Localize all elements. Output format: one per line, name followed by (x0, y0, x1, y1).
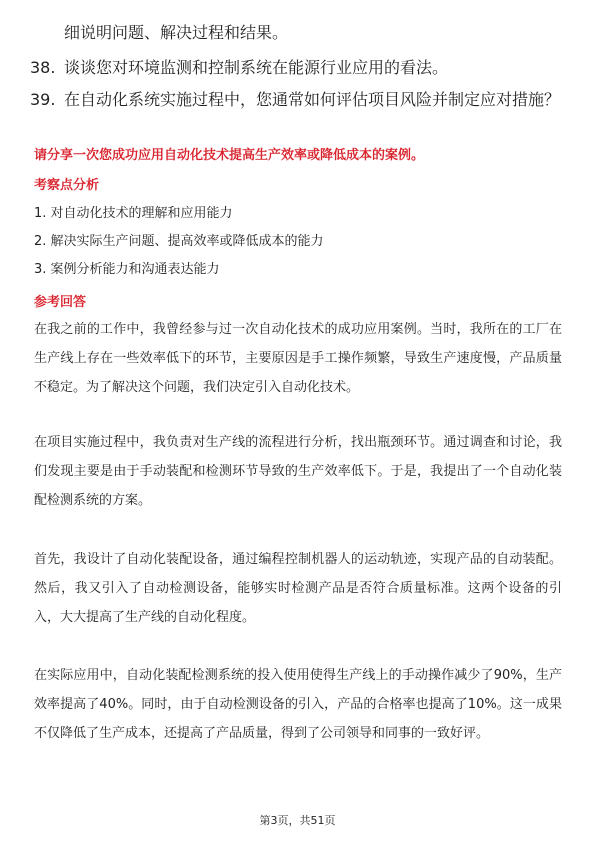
analysis-item: 1. 对自动化技术的理解和应用能力 (34, 206, 233, 221)
continuation-text: 细说明问题、解决过程和结果。 (64, 23, 289, 42)
question-38 (30, 55, 570, 81)
focus-question-heading: 请分享一次您成功应用自动化技术提高生产效率或降低成本的案例。 (34, 148, 425, 163)
answer-paragraph: 在我之前的工作中，我曾经参与过一次自动化技术的成功应用案例。当时，我所在的工厂在生产线上存在一些效率低下的环节，主要原因是手工操作频繁，导致生产速度慢，产品质量不稳定。为了解决这个问题，我们决定引入自动化技术。 (34, 322, 562, 395)
question-39 (30, 87, 570, 113)
question-number: 39. (30, 90, 56, 109)
answer-paragraph: 在实际应用中，自动化装配检测系统的投入使用使得生产线上的手动操作减少了90%，生产效率提高了40%。同时，由于自动检测设备的引入，产品的合格率也提高了10%。这一成果不仅降低了生产成本，还提高了产品质量，得到了公司领导和同事的一致好评。 (34, 668, 562, 741)
page-footer: 第3页，共51页 (259, 814, 336, 827)
answer-paragraph: 在项目实施过程中，我负责对生产线的流程进行分析，找出瓶颈环节。通过调查和讨论，我们发现主要是由于手动装配和检测环节导致的生产效率低下。于是，我提出了一个自动化装配检测系统的方案。 (34, 435, 562, 508)
question-number: 38. (30, 58, 56, 77)
analysis-heading: 考察点分析 (34, 178, 100, 193)
answer-heading: 参考回答 (34, 295, 87, 310)
answer-paragraph: 首先，我设计了自动化装配设备，通过编程控制机器人的运动轨迹，实现产品的自动装配。然后，我又引入了自动检测设备，能够实时检测产品是否符合质量标准。这两个设备的引入，大大提高了生产线的自动化程度。 (34, 552, 562, 625)
analysis-item: 3. 案例分析能力和沟通表达能力 (34, 262, 220, 277)
question-text: 谈谈您对环境监测和控制系统在能源行业应用的看法。 (64, 58, 449, 77)
question-text: 在自动化系统实施过程中，您通常如何评估项目风险并制定应对措施？ (64, 90, 561, 109)
analysis-item: 2. 解决实际生产问题、提高效率或降低成本的能力 (34, 234, 324, 249)
